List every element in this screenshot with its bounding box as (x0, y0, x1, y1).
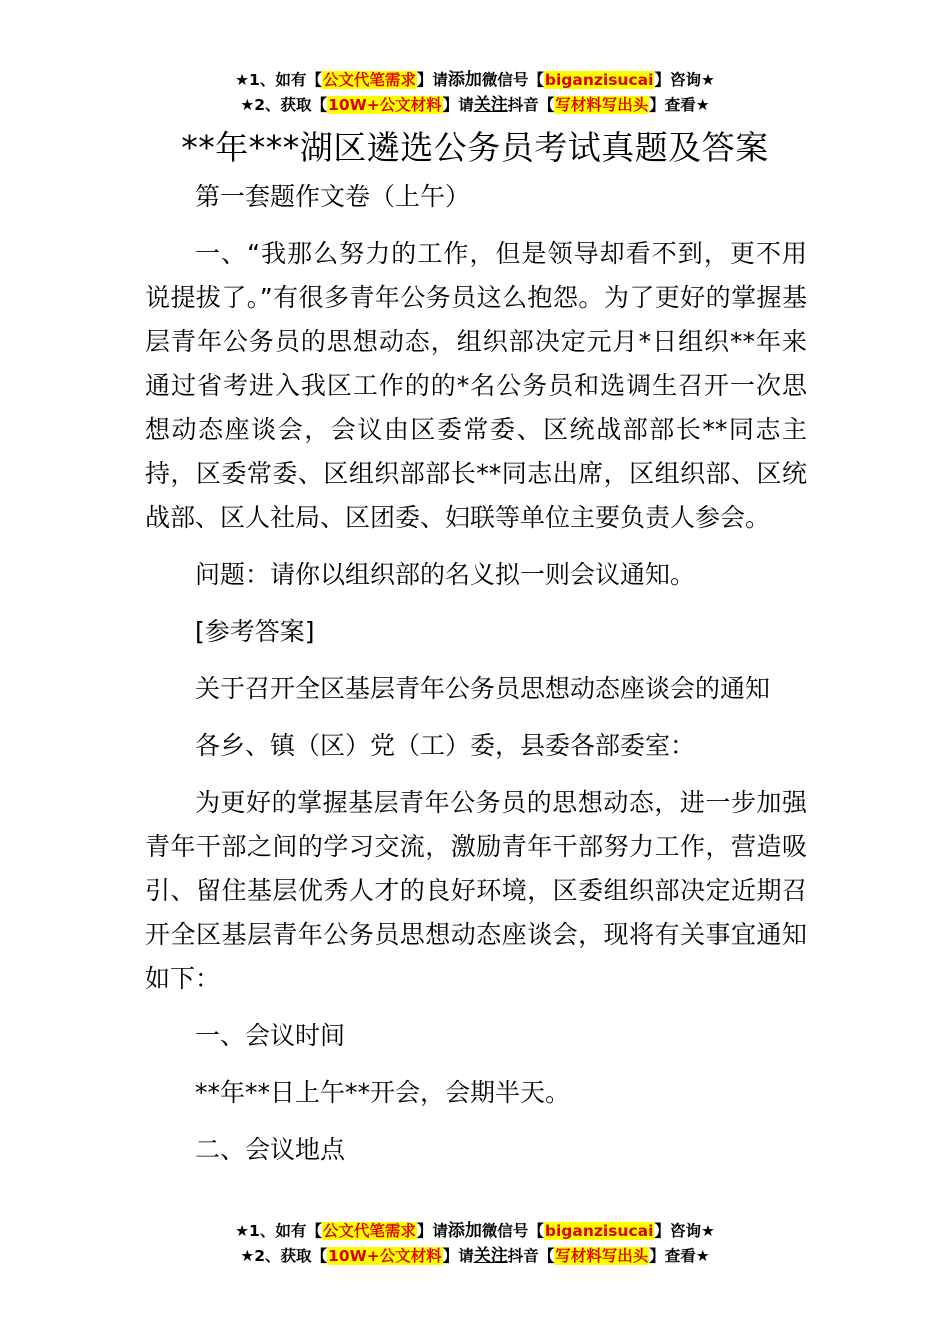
paragraph-section-heading: 第一套题作文卷（上午） (195, 182, 471, 211)
promo-emphasis: 添加 (447, 1221, 482, 1241)
promo-text: 】咨询 (654, 71, 701, 89)
promo-highlight: 公文代笔需求 (322, 71, 416, 89)
promo-text: 2、获取【 (254, 1247, 328, 1265)
star-icon: ★ (695, 96, 710, 114)
promo-text: 】请 (442, 96, 474, 114)
promo-line-2 (0, 1244, 950, 1269)
promo-text: 抖音【 (507, 1247, 555, 1265)
promo-highlight: 写材料写出头 (555, 96, 649, 114)
promo-emphasis: 添加 (447, 70, 482, 90)
promo-text: 2、获取【 (254, 96, 328, 114)
promo-highlight: 公文代笔需求 (322, 1222, 416, 1240)
star-icon: ★ (700, 1222, 715, 1240)
promo-text: 】请 (416, 71, 448, 89)
paragraph-question-body: 一、“我那么努力的工作，但是领导却看不到，更不用说提拔了。”有很多青年公务员这么抱怨。为了更好的掌握基层青年公务员的思想动态，组织部决定元月*日组织**年来通过省考进入我区工作的的*名公务员和选调生召开一次思想动态座谈会，会议由区委常委、区统战部部长**同志主持，区委常委、区组织部部长**同志出席，区组织部、区统战部、区人社局、区团委、妇联等单位主要负责人参会。 (145, 239, 807, 532)
paragraph-item-heading: 一、会议时间 (195, 1021, 346, 1050)
paragraph-question-prompt: 问题：请你以组织部的名义拟一则会议通知。 (195, 560, 696, 589)
promo-line-1 (0, 68, 950, 93)
paragraph-item-detail: **年**日上午**开会，会期半天。 (195, 1078, 571, 1107)
paragraph-notice-title: 关于召开全区基层青年公务员思想动态座谈会的通知 (195, 674, 771, 703)
promo-text: 】请 (442, 1247, 474, 1265)
document-body (145, 175, 807, 1185)
promo-highlight: 10W+公文材料 (328, 96, 442, 114)
promo-highlight: 10W+公文材料 (328, 1247, 442, 1265)
paragraph-recipients: 各乡、镇（区）党（工）委，县委各部委室： (195, 731, 696, 760)
document-title: **年***湖区遴选公务员考试真题及答案 (181, 128, 769, 167)
promo-text: 】请 (416, 1222, 448, 1240)
promo-line-2 (0, 93, 950, 118)
paragraph-item-heading: 二、会议地点 (195, 1135, 346, 1164)
promo-emphasis: 关注 (473, 95, 508, 115)
promo-banner-top (0, 68, 950, 118)
star-icon: ★ (235, 1222, 250, 1240)
paragraph-answer-label: [参考答案] (195, 617, 315, 646)
promo-text: 】查看 (649, 1247, 696, 1265)
promo-text: 1、如有【 (249, 71, 322, 89)
promo-text: 1、如有【 (249, 1222, 322, 1240)
promo-highlight: 写材料写出头 (555, 1247, 649, 1265)
star-icon: ★ (700, 71, 715, 89)
star-icon: ★ (235, 71, 250, 89)
promo-line-1 (0, 1219, 950, 1244)
promo-highlight: biganzisucai (544, 1222, 654, 1240)
star-icon: ★ (695, 1247, 710, 1265)
star-icon: ★ (240, 96, 255, 114)
promo-banner-bottom (0, 1219, 950, 1269)
promo-text: 微信号【 (481, 1222, 544, 1240)
star-icon: ★ (240, 1247, 255, 1265)
promo-emphasis: 关注 (473, 1246, 508, 1266)
promo-text: 抖音【 (507, 96, 555, 114)
paragraph-notice-body: 为更好的掌握基层青年公务员的思想动态，进一步加强青年干部之间的学习交流，激励青年干部努力工作，营造吸引、留住基层优秀人才的良好环境，区委组织部决定近期召开全区基层青年公务员思想动态座谈会，现将有关事宜通知如下： (145, 788, 807, 993)
promo-highlight: biganzisucai (544, 71, 654, 89)
promo-text: 】查看 (649, 96, 696, 114)
promo-text: 微信号【 (481, 71, 544, 89)
promo-text: 】咨询 (654, 1222, 701, 1240)
